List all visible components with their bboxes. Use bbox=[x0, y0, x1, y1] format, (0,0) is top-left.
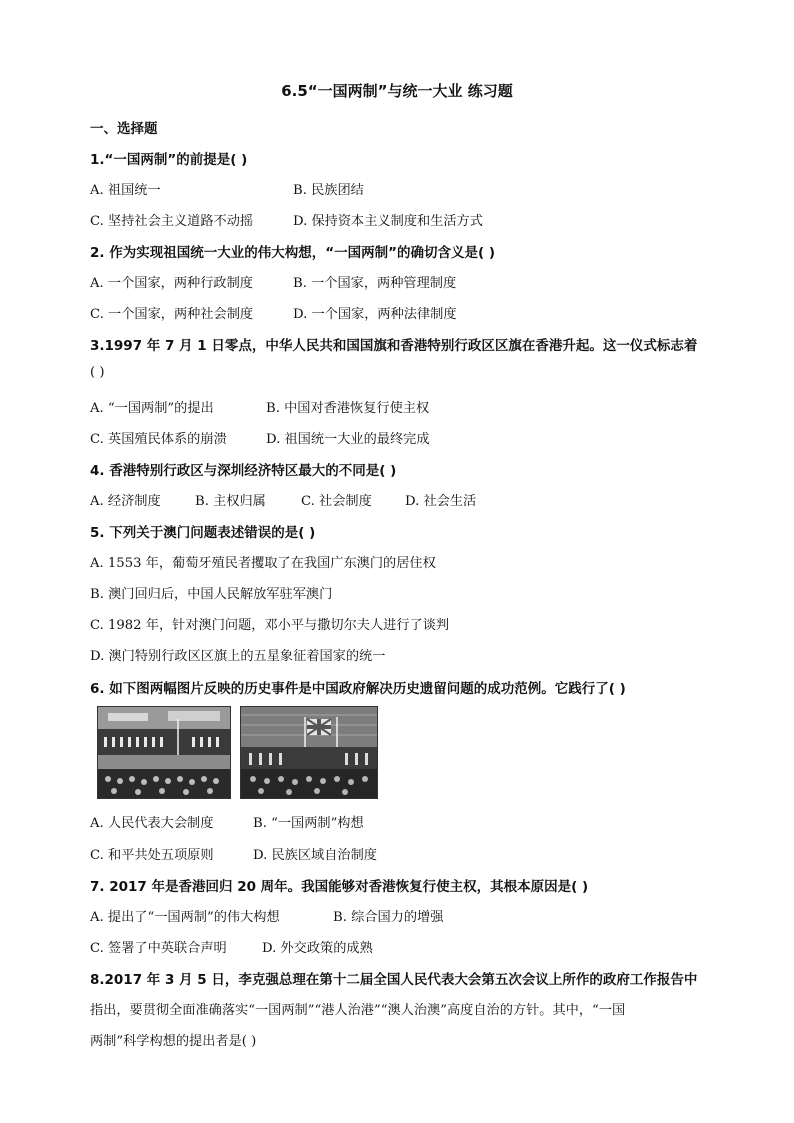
question-5-option-a: A. 1553 年，葡萄牙殖民者攫取了在我国广东澳门的居住权 bbox=[90, 556, 436, 571]
question-3-option-d: D. 祖国统一大业的最终完成 bbox=[266, 432, 430, 447]
question-4-option-b: B. 主权归属 bbox=[195, 494, 266, 509]
question-1-option-b: B. 民族团结 bbox=[293, 183, 364, 198]
question-8-stem-cont-1: 指出，要贯彻全面准确落实“一国两制”“港人治港”“澳人治澳”高度自治的方针。其中，“一国 bbox=[90, 1003, 626, 1018]
question-8-stem: 8.2017 年 3 月 5 日，李克强总理在第十二届全国人民代表大会第五次会议上所作的政府工作报告中 bbox=[90, 972, 698, 988]
question-1-stem: 1.“一国两制”的前提是( ) bbox=[90, 152, 248, 168]
question-6-stem: 6. 如下图两幅图片反映的历史事件是中国政府解决历史遗留问题的成功范例。它践行了( ) bbox=[90, 681, 626, 697]
question-7-option-b: B. 综合国力的增强 bbox=[333, 910, 444, 925]
question-7-option-c: C. 签署了中英联合声明 bbox=[90, 941, 227, 956]
question-6-option-c: C. 和平共处五项原则 bbox=[90, 848, 214, 863]
ceremony-photo-left bbox=[97, 706, 231, 799]
question-5-option-b: B. 澳门回归后，中国人民解放军驻军澳门 bbox=[90, 587, 333, 602]
question-2-stem: 2. 作为实现祖国统一大业的伟大构想，“一国两制”的确切含义是( ) bbox=[90, 245, 496, 261]
question-2-option-a: A. 一个国家，两种行政制度 bbox=[90, 276, 253, 291]
question-2-option-b: B. 一个国家，两种管理制度 bbox=[293, 276, 457, 291]
question-4-option-c: C. 社会制度 bbox=[301, 494, 372, 509]
question-3-option-c: C. 英国殖民体系的崩溃 bbox=[90, 432, 227, 447]
question-7-option-d: D. 外交政策的成熟 bbox=[262, 941, 373, 956]
question-7-stem: 7. 2017 年是香港回归 20 周年。我国能够对香港恢复行使主权，其根本原因是( ) bbox=[90, 879, 589, 895]
question-6-option-a: A. 人民代表大会制度 bbox=[90, 816, 214, 831]
question-5-option-d: D. 澳门特别行政区区旗上的五星象征着国家的统一 bbox=[90, 649, 386, 664]
page-title: 6.5“一国两制”与统一大业 练习题 bbox=[281, 82, 513, 100]
question-2-option-c: C. 一个国家，两种社会制度 bbox=[90, 307, 254, 322]
question-4-stem: 4. 香港特别行政区与深圳经济特区最大的不同是( ) bbox=[90, 463, 397, 479]
question-1-option-c: C. 坚持社会主义道路不动摇 bbox=[90, 214, 254, 229]
section-heading: 一、选择题 bbox=[90, 121, 158, 137]
question-5-option-c: C. 1982 年，针对澳门问题，邓小平与撒切尔夫人进行了谈判 bbox=[90, 618, 450, 633]
question-8-stem-cont-2: 两制”科学构想的提出者是( ) bbox=[90, 1034, 257, 1049]
question-3-option-a: A. “一国两制”的提出 bbox=[90, 401, 214, 416]
question-5-stem: 5. 下列关于澳门问题表述错误的是( ) bbox=[90, 525, 316, 541]
question-6-option-b: B. “一国两制”构想 bbox=[253, 816, 364, 831]
question-4-option-d: D. 社会生活 bbox=[405, 494, 477, 509]
question-6-option-d: D. 民族区域自治制度 bbox=[253, 848, 377, 863]
question-3-stem: 3.1997 年 7 月 1 日零点，中华人民共和国国旗和香港特别行政区区旗在香港升起。这一仪式标志着 bbox=[90, 338, 698, 354]
question-1-option-d: D. 保持资本主义制度和生活方式 bbox=[293, 214, 483, 229]
question-7-option-a: A. 提出了“一国两制”的伟大构想 bbox=[90, 910, 280, 925]
question-3-stem-cont: ( ) bbox=[90, 365, 105, 380]
question-1-option-a: A. 祖国统一 bbox=[90, 183, 161, 198]
question-3-option-b: B. 中国对香港恢复行使主权 bbox=[266, 401, 430, 416]
question-4-option-a: A. 经济制度 bbox=[90, 494, 161, 509]
ceremony-photo-right bbox=[240, 706, 378, 799]
question-2-option-d: D. 一个国家，两种法律制度 bbox=[293, 307, 457, 322]
